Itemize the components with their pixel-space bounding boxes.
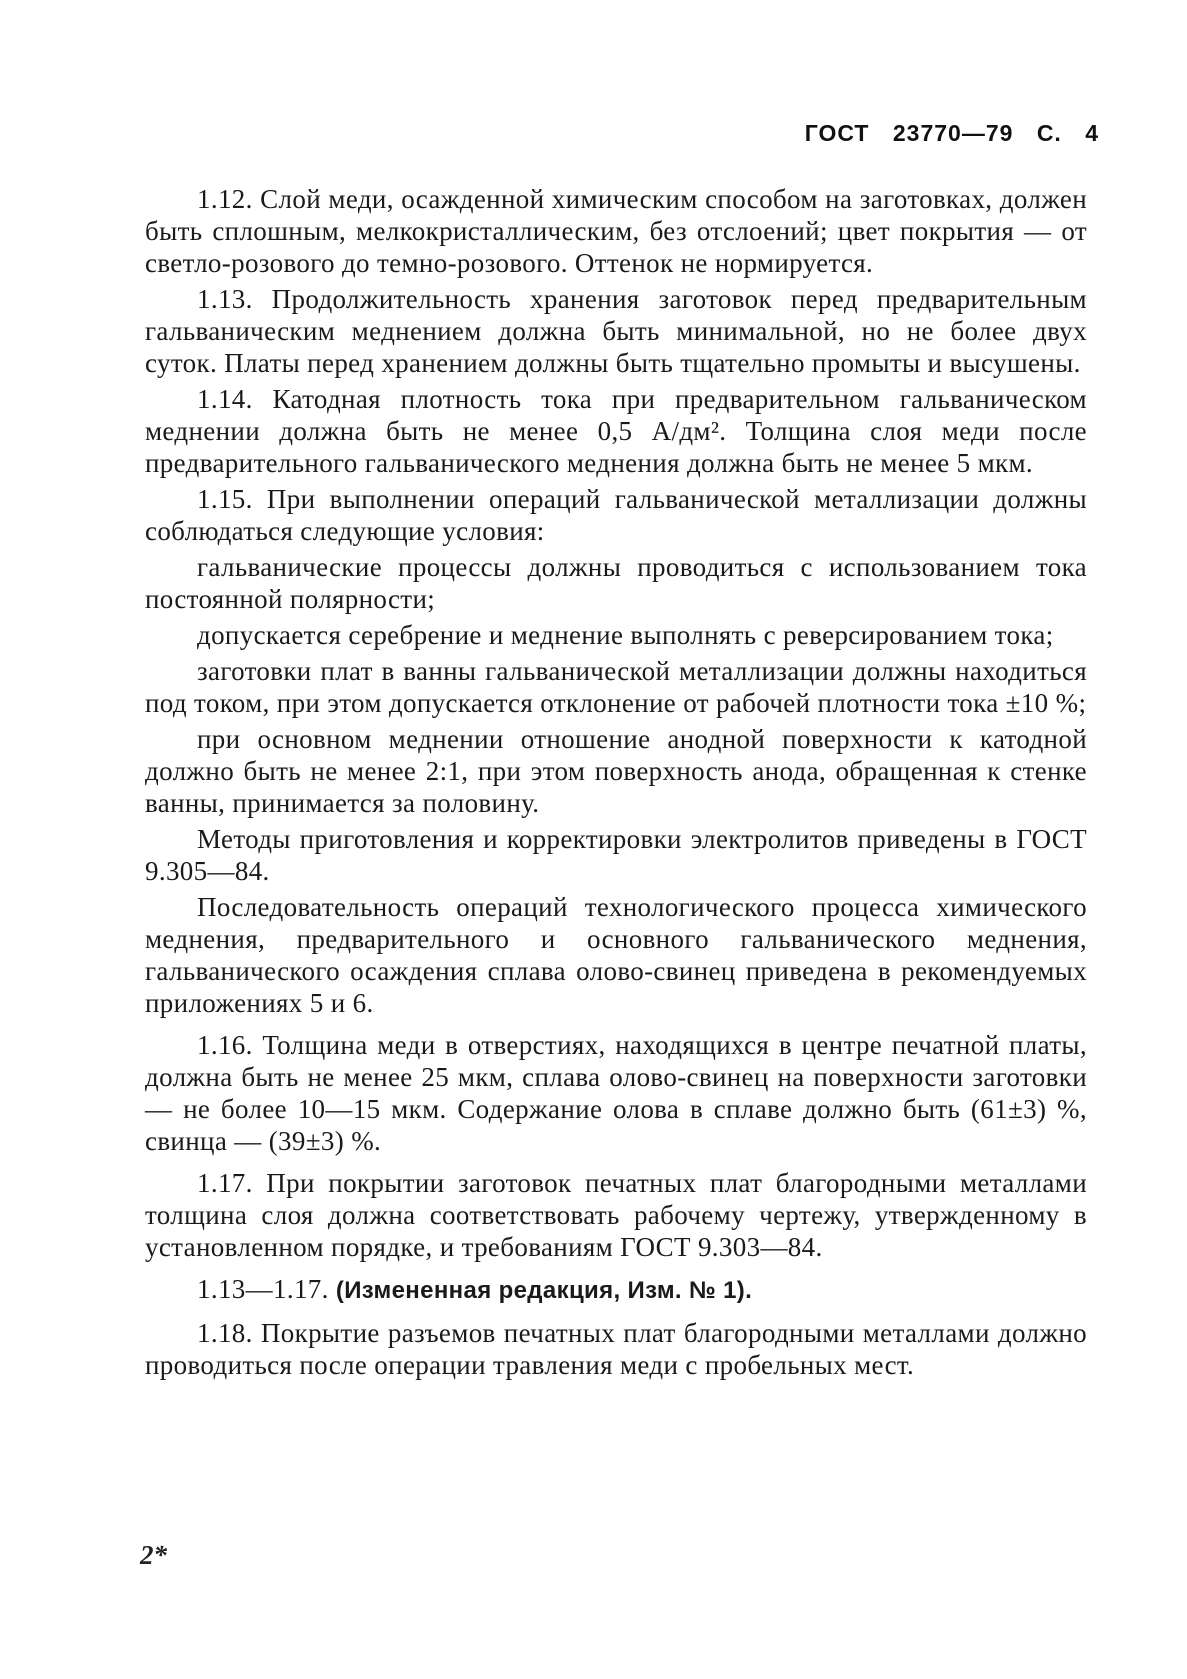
paragraph-1-16: 1.16. Толщина меди в отверстиях, находящихся в центре печатной платы, должна быть не менее 25 мкм, сплава олово-свинец на поверхности заготовки — не более 10—15 мкм. Содержание олова в сплаве должно быть (61±3) %, свинца — (39±3) %. bbox=[145, 1030, 1087, 1156]
standard-number: 23770—79 bbox=[892, 120, 1014, 146]
paragraph-1-15-condition-a: гальванические процессы должны проводиться с использованием тока постоянной полярности; bbox=[145, 552, 1087, 614]
document-body bbox=[145, 183, 1087, 1385]
paragraph-1-14: 1.14. Катодная плотность тока при предварительном гальваническом меднении должна быть не менее 0,5 А/дм². Толщина слоя меди после предварительного гальванического меднения должна быть не менее 5 мкм. bbox=[145, 384, 1087, 478]
paragraph-1-13: 1.13. Продолжительность хранения заготовок перед предварительным гальваническим меднением должна быть минимальной, но не более двух суток. Платы перед хранением должны быть тщательно промыты и высушены. bbox=[145, 284, 1087, 378]
amendment-range: 1.13—1.17. bbox=[197, 1274, 329, 1304]
amendment-text: (Измененная редакция, Изм. № 1). bbox=[335, 1277, 753, 1304]
paragraph-1-15-condition-b: допускается серебрение и меднение выполнять с реверсированием тока; bbox=[197, 620, 1054, 650]
paragraph-1-15-methods: Методы приготовления и корректировки электролитов приведены в ГОСТ 9.305—84. bbox=[145, 824, 1087, 886]
signature-mark: 2* bbox=[140, 1540, 167, 1570]
paragraph-1-17: 1.17. При покрытии заготовок печатных плат благородными металлами толщина слоя должна соответствовать рабочему чертежу, утвержденному в установленном порядке, и требованиям ГОСТ 9.303—84. bbox=[145, 1168, 1087, 1262]
paragraph-1-15-sequence: Последовательность операций технологического процесса химического меднения, предварительного и основного гальванического меднения, гальванического осаждения сплава олово-свинец приведена в рекомендуемых приложениях 5 и 6. bbox=[145, 892, 1087, 1018]
paragraph-1-12: 1.12. Слой меди, осажденной химическим способом на заготовках, должен быть сплошным, мелкокристаллическим, без отслоений; цвет покрытия — от светло-розового до темно-розового. Оттенок не нормируется. bbox=[145, 184, 1087, 278]
page-header bbox=[805, 120, 1099, 147]
paragraph-1-15-condition-d: при основном меднении отношение анодной поверхности к катодной должно быть не менее 2:1, при этом поверхность анода, обращенная к стенке ванны, принимается за половину. bbox=[145, 724, 1087, 818]
paragraph-1-15-condition-c: заготовки плат в ванны гальванической металлизации должны находиться под током, при этом допускается отклонение от рабочей плотности тока ±10 %; bbox=[145, 656, 1087, 718]
page-number: 4 bbox=[1085, 120, 1099, 146]
amendment-note bbox=[145, 1273, 1087, 1307]
standard-label: ГОСТ bbox=[804, 120, 870, 146]
paragraph-1-15: 1.15. При выполнении операций гальванической металлизации должны соблюдаться следующие условия: bbox=[145, 484, 1087, 546]
page-prefix: С. bbox=[1036, 120, 1062, 146]
paragraph-1-18: 1.18. Покрытие разъемов печатных плат благородными металлами должно проводиться после операции травления меди с пробельных мест. bbox=[145, 1318, 1087, 1380]
